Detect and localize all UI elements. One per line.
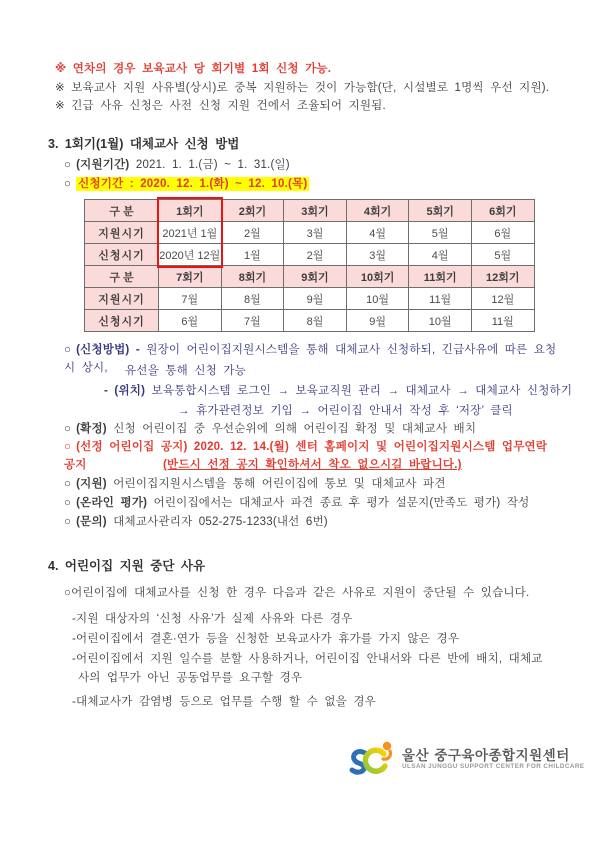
apply-period-value: 2021. 1. 1.(금) ~ 1. 31.(일) [135,159,290,171]
table-cell: 7월 [221,310,284,332]
table-row [85,222,535,244]
location-line [104,382,600,400]
table-cell: 2월 [221,222,284,244]
table-cell: 8월 [221,288,284,310]
table-cell: 8월 [284,310,347,332]
table-cell: 12월 [471,288,534,310]
circle-bullet-icon: ○ [64,497,72,509]
notice-text: 2020. 12. 14.(월) 센터 홈페이지 및 어린이집지원시스템 업무연락 공지 [64,441,548,471]
table-cell: 11월 [471,310,534,332]
table-cell: 10회기 [346,266,409,288]
stop-reason: -대체교사가 감염병 등으로 업무를 수행 할 수 없을 경우 [72,696,376,708]
method-text: 원장이 어린이집지원시스템을 통해 대체교사 신청하되, 긴급사유에 따른 요청 시 상시, [64,344,557,374]
table-cell: 4월 [346,222,409,244]
confirm-item [64,420,564,438]
stop-reason: -어린이집에서 결혼·연가 등을 신청한 보육교사가 휴가를 가지 않은 경우 [72,633,460,645]
notice-label: (선정 어린이집 공지) [76,441,188,453]
table-cell: 2021년 1월 [159,222,222,244]
evaluation-item [64,494,564,512]
table-cell: 10월 [409,310,472,332]
table-cell: 7월 [159,288,222,310]
section3-title: 3. 1회기(1월) 대체교사 신청 방법 [48,137,240,151]
note-line: ※ 긴급 사유 신청은 사전 신청 지원 건에서 조율되어 지원됨. [55,100,386,112]
contact-text: 대체교사관리자 052-275-1233(내선 6번) [113,516,328,528]
method-label: (신청방법) - [76,344,140,356]
table-cell: 지원시기 [85,222,159,244]
evaluation-text: 어린이집에서는 대체교사 파견 종료 후 평가 설문지(만족도 평가) 작성 [153,497,530,509]
table-cell: 6회기 [471,200,534,222]
footer-logo [348,738,585,780]
note-line: ※ 보육교사 지원 사유별(상시)로 중복 지원하는 것이 가능함(단, 시설별로 1명씩 우선 지원). [55,81,550,94]
table-cell: 9월 [346,310,409,332]
table-cell: 2월 [284,244,347,266]
table-row [85,288,535,310]
table-cell: 6월 [471,222,534,244]
table-cell: 구 분 [85,266,159,288]
dispatch-label: (지원) [76,478,107,490]
location-label: - (위치) [104,385,146,397]
location-text: 보육통합시스템 로그인 → 보육교직원 관리 → 대체교사 → 대체교사 신청하기 [151,385,573,397]
confirm-text: 신청 어린이집 중 우선순위에 의해 어린이집 확정 및 대체교사 배치 [113,423,477,435]
table-cell: 2020년 12월 [159,244,222,266]
top-notes [55,60,555,116]
circle-bullet-icon: ○ [64,478,72,490]
table-cell: 1월 [221,244,284,266]
table-cell: 1회기 [159,200,222,222]
table-cell: 구 분 [85,200,159,222]
table-header-row [85,266,535,288]
org-name-korean: 울산 중구육아종합지원센터 [402,747,570,763]
table-cell: 11월 [409,288,472,310]
stop-reason: -어린이집에서 지원 일수를 분할 사용하거나, 어린이집 안내서와 다른 반에 배치, 대체교사의 업무가 아닌 공동업무를 요구할 경우 [72,653,543,684]
table-cell: 신청시기 [85,244,159,266]
request-period-highlight: 신청기간 : 2020. 12. 1.(화) ~ 12. 10.(목) [78,178,308,190]
table-row [85,244,535,266]
table-cell: 5회기 [409,200,472,222]
table-cell: 3월 [284,222,347,244]
table-row [85,310,535,332]
table-cell: 신청시기 [85,310,159,332]
method-continuation: 유선을 통해 신청 가능 [125,365,246,377]
org-name-english: ULSAN JUNGGU SUPPORT CENTER FOR CHILDCARE [402,762,585,770]
apply-period-item [64,156,564,174]
table-cell: 4회기 [346,200,409,222]
table-cell: 9월 [284,288,347,310]
ulsan-junggu-childcare-logo-icon [348,738,396,780]
table-cell: 4월 [409,244,472,266]
circle-bullet-icon: ○ [64,423,72,435]
table-header-row [85,200,535,222]
table-cell: 11회기 [409,266,472,288]
session-schedule-table-wrap [84,199,536,332]
table-cell: 지원시기 [85,288,159,310]
table-cell: 9회기 [284,266,347,288]
table-cell: 5월 [471,244,534,266]
table-cell: 12회기 [471,266,534,288]
table-cell: 10월 [346,288,409,310]
circle-bullet-icon: ○ [64,159,72,171]
confirm-label: (확정) [76,423,107,435]
dispatch-item [64,475,564,493]
contact-label: (문의) [76,516,107,528]
location-continuation: → 휴가관련정보 기입 → 어린이집 안내서 작성 후 ‘저장’ 클릭 [178,405,513,417]
table-cell: 3월 [346,244,409,266]
apply-period-label: (지원기간) [76,159,130,171]
table-cell: 2회기 [221,200,284,222]
contact-item [64,513,564,531]
circle-bullet-icon: ○ [64,516,72,528]
circle-bullet-icon: ○ [64,178,72,190]
table-cell: 7회기 [159,266,222,288]
circle-bullet-icon: ○ [64,344,72,356]
stop-reason: -지원 대상자의 ‘신청 사유’가 실제 사유와 다른 경우 [72,613,353,625]
table-cell: 5월 [409,222,472,244]
circle-bullet-icon: ○ [64,441,72,453]
notice-warning: (반드시 선정 공지 확인하셔서 착오 없으시길 바랍니다.) [163,459,462,471]
table-cell: 3회기 [284,200,347,222]
table-cell: 6월 [159,310,222,332]
request-period-item [64,175,564,193]
evaluation-label: (온라인 평가) [76,497,148,509]
dispatch-text: 어린이집지원시스템을 통해 어린이집에 통보 및 대체교사 파견 [113,478,446,490]
table-cell: 8회기 [221,266,284,288]
org-name-block [402,748,585,771]
session-schedule-table [84,199,535,332]
section4-intro: ○어린이집에 대체교사를 신청 한 경우 다음과 같은 사유로 지원이 중단될 수 있습니다. [64,587,530,599]
note-line: ※ 연차의 경우 보육교사 당 회기별 1회 신청 가능. [55,63,332,75]
section4-title: 4. 어린이집 지원 중단 사유 [48,559,206,573]
